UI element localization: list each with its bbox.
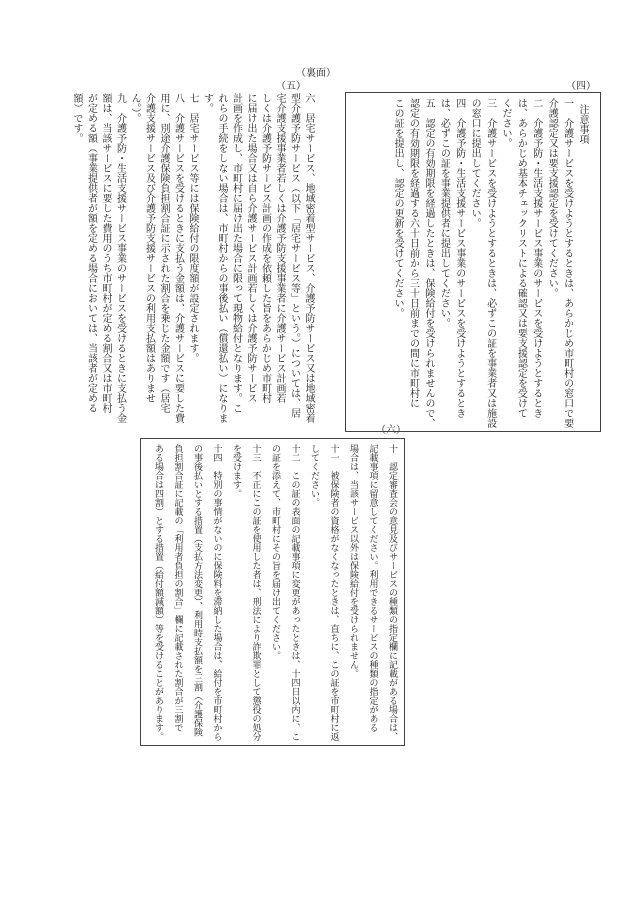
notice-item-1 [544, 98, 575, 428]
text-line: 用に、別途介護保険負担割合証に示された割合を乗じた金額です（居宅 [158, 93, 169, 413]
text-line: に届け出た場合又は自ら介護サービス計画若しくは介護予防サービス [245, 93, 256, 403]
text-line: 七 居宅サービス等には保険給付の限度額が設定されます。 [187, 93, 198, 363]
text-line: 額）です。 [71, 93, 82, 143]
text-line: 三 介護サービスを受けようとするときは、必ずこの証を事業者又は施設 [484, 98, 496, 428]
text-line: ある場合は四割）とする措置（給付額減額）等を受けることがあります。 [153, 444, 163, 741]
text-line: 負担割合証に記載の「利用者負担の割合」欄に記載された割合が三割で [172, 444, 183, 732]
text-line: す。 [201, 93, 213, 113]
text-line: れらの手続をしない場合は、市町村からの事後払い（償還払い）になりま [216, 93, 227, 423]
text-line: 二 介護予防・生活支援サービス事業のサービスを受けようとするとき [530, 98, 542, 418]
panel-five-label: （五） [276, 81, 306, 92]
text-line: 宅介護支援事業者若しくは介護予防支援事業者に介護サービス計画若 [274, 93, 285, 403]
text-line: しくは介護予防サービス計画の作成を依頼した旨をあらかじめ市町村 [259, 93, 271, 403]
panel-six-label: （六） [376, 425, 406, 436]
text-line: 計画を作成し、市町村に届け出た場合に限って現物給付となります。こ [230, 93, 242, 413]
panel-four [345, 92, 601, 432]
notice-item-11 [304, 444, 343, 741]
text-line: 六 居宅サービス、地域密着型サービス、介護予防サービス又は地域密着 [303, 93, 314, 423]
notice-item-7 [185, 93, 200, 423]
text-line: 介護支援サービス及び介護予防支援サービスの利用支払額はありませ [143, 93, 155, 403]
notice-item-8 [127, 93, 185, 423]
panel-five-text [69, 93, 316, 423]
panel-four-text [390, 98, 590, 428]
notice-item-6 [199, 93, 315, 423]
notice-item-12 [265, 444, 304, 741]
text-line: 介護認定又は要支援認定を受けてください。 [546, 98, 558, 298]
notice-item-3 [467, 98, 498, 428]
text-line: 十一 被保険者の資格がなくなったときは、直ちに、この証を市町村に返 [328, 444, 339, 741]
text-line: 型介護予防サービス（以下「居宅サービス等」という。）については、居 [288, 93, 300, 418]
text-line: は、必ずこの証を事業提供者に提出してください。 [438, 98, 450, 328]
text-line: の証を添えて、市町村にその旨を届け出てください。 [270, 444, 280, 660]
text-line: 九 介護予防・生活支援サービス事業のサービスを受けるときに支払う金 [114, 93, 126, 423]
notice-item-2 [498, 98, 544, 428]
notice-item-13 [226, 444, 265, 741]
text-line: 五 認定の有効期限を経過したときは、保険給付を受けられませんので、 [422, 98, 434, 428]
panel-five [60, 92, 318, 432]
text-line: この証を提出し、認定の更新を受けてください。 [392, 98, 404, 318]
text-line: 十 認定審査会の意見及びサービスの種類の指定欄に記載がある場合は、 [387, 444, 397, 741]
notice-item-9 [69, 93, 127, 423]
text-line: ください。 [499, 98, 511, 148]
text-line: 十四 特別の事情がないのに保険料を滞納した場合は、給付を市町村から [211, 444, 222, 741]
text-line: 記載事項に留意してください。利用できるサービスの種類の指定がある [367, 444, 378, 732]
notice-heading: 注意事項 [577, 104, 588, 144]
text-line: 八 介護サービスを受けるときに支払う金額は、介護サービスに要した費 [172, 93, 184, 423]
notice-item-10 [343, 444, 402, 741]
text-line: を受けます。 [231, 444, 241, 498]
panel-four-label: （四） [566, 81, 596, 92]
text-line: の窓口に提出してください。 [469, 98, 481, 228]
text-line: 一 介護サービスを受けようとするときは、あらかじめ市町村の窓口で要 [561, 98, 573, 428]
panel-six-text [148, 444, 402, 741]
text-line: が定める額（事業提供者が額を定める場合においては、当該者が定める [85, 93, 97, 413]
text-line: 四 介護予防・生活支援サービス事業のサービスを受けようとするとき [453, 98, 465, 418]
panel-six [140, 438, 405, 746]
text-line: は、あらかじめ基本チェックリストによる確認又は要支援認定を受けて [515, 98, 527, 418]
text-line: 十三 不正にこの証を使用した者は、刑法により詐欺罪として懲役の処分 [250, 444, 261, 741]
text-line: ん。）。 [129, 93, 140, 123]
text-line: 額は、当該サービスに要した費用のうち市町村が定める割合又は市町村 [100, 93, 111, 413]
notice-item-5 [390, 98, 436, 428]
notice-item-4 [436, 98, 467, 428]
text-line: 十二 この証の表面の記載事項に変更があったときは、十四日以内に、こ [289, 444, 300, 741]
text-line: してください。 [309, 444, 319, 507]
text-line: の事後払いとする措置（支払方法変更）、利用時支払額を三割（介護保険 [192, 444, 202, 737]
notice-item-14 [148, 444, 226, 741]
text-line: 認定の有効期限を経過する六十日前から三十日前までの間に市町村に [407, 98, 419, 408]
side-label: （裏面） [296, 68, 336, 79]
text-line: 場合は、当該サービス以外は保険給付を受けられません。 [348, 444, 358, 678]
